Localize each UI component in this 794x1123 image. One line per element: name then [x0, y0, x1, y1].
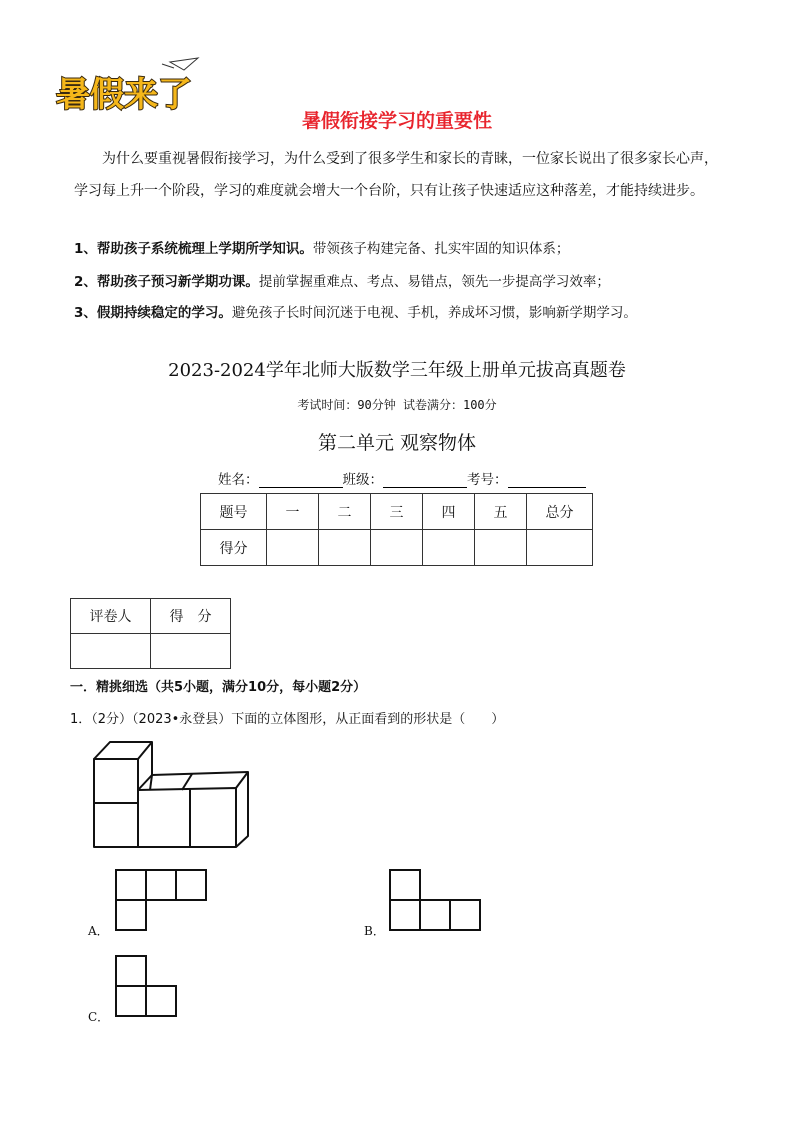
point-3-lead: 3、假期持续稳定的学习。	[74, 305, 232, 321]
class-label: 班级：	[342, 472, 383, 488]
grader-label: 评卷人	[71, 599, 151, 634]
section-title: 一．精挑细选（共5小题，满分10分，每小题2分）	[70, 680, 367, 695]
point-1-text: 带领孩子构建完备、扎实牢固的知识体系；	[312, 241, 570, 257]
grader-score-label: 得 分	[151, 599, 231, 634]
point-1	[74, 239, 734, 259]
option-a-label[interactable]: A．	[88, 924, 109, 938]
score-header-cell: 二	[319, 494, 371, 530]
score-cell[interactable]	[371, 530, 423, 566]
name-label: 姓名：	[218, 472, 259, 488]
grader-table	[70, 598, 231, 669]
score-header-cell: 三	[371, 494, 423, 530]
score-cell[interactable]	[319, 530, 371, 566]
point-2	[74, 272, 734, 292]
logo-text: 暑假来了	[56, 75, 192, 115]
score-header-cell: 题号	[201, 494, 267, 530]
score-row	[201, 530, 593, 566]
option-a-figure[interactable]	[114, 868, 208, 932]
intro-paragraph: 为什么要重视暑假衔接学习，为什么受到了很多学生和家长的青睐，一位家长说出了很多家长心声，学习每上升一个阶段，学习的难度就会增大一个台阶，只有让孩子快速适应这种落差，才能持续进步。	[74, 151, 718, 199]
score-header-row	[201, 494, 593, 530]
score-header-cell: 总分	[527, 494, 593, 530]
score-header-cell: 一	[267, 494, 319, 530]
point-3-text: 避免孩子长时间沉迷于电视、手机，养成坏习惯，影响新学期学习。	[231, 305, 637, 321]
exam-info: 考试时间：90分钟 试卷满分：100分	[297, 398, 497, 412]
student-info-row	[218, 468, 586, 488]
point-3	[74, 303, 734, 323]
question-1-text: 1．（2分）（2023•永登县）下面的立体图形，从正面看到的形状是（ ）	[70, 712, 505, 727]
option-c-figure[interactable]	[114, 954, 178, 1018]
promo-title: 暑假衔接学习的重要性	[301, 110, 492, 132]
unit-title: 第二单元 观察物体	[317, 432, 477, 454]
score-row-label: 得分	[201, 530, 267, 566]
point-2-text: 提前掌握重难点、考点、易错点，领先一步提高学习效率；	[258, 274, 610, 290]
option-b-figure[interactable]	[388, 868, 482, 932]
number-field[interactable]	[508, 474, 586, 488]
exam-title: 2023-2024学年北师大版数学三年级上册单元拔高真题卷	[168, 360, 626, 381]
class-field[interactable]	[383, 474, 467, 488]
score-cell[interactable]	[423, 530, 475, 566]
score-cell[interactable]	[527, 530, 593, 566]
option-c-label[interactable]: C．	[88, 1010, 110, 1024]
name-field[interactable]	[259, 474, 343, 488]
point-2-lead: 2、帮助孩子预习新学期功课。	[74, 274, 259, 290]
grader-cell[interactable]	[71, 634, 151, 669]
grader-score-cell[interactable]	[151, 634, 231, 669]
score-header-cell: 四	[423, 494, 475, 530]
option-b-label[interactable]: B．	[364, 924, 385, 938]
cube-figure	[90, 740, 260, 852]
score-table	[200, 493, 593, 566]
score-header-cell: 五	[475, 494, 527, 530]
score-cell[interactable]	[267, 530, 319, 566]
number-label: 考号：	[467, 472, 508, 488]
score-cell[interactable]	[475, 530, 527, 566]
point-1-lead: 1、帮助孩子系统梳理上学期所学知识。	[74, 241, 313, 257]
